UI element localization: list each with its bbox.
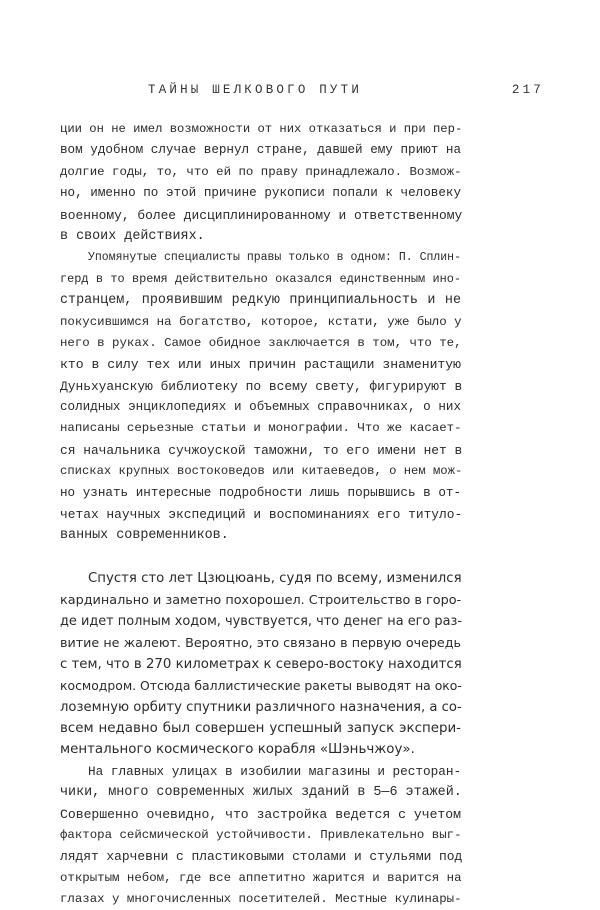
running-title: ТАЙНЫ ШЕЛКОВОГО ПУТИ [148,83,363,97]
text-line: На главных улицах в изобилии магазины и ресторан- [88,763,462,779]
text-line: списках крупных востоковедов или китаеведов, о нем мож- [60,464,463,479]
text-line: Совершенно очевидно, что застройка ведется с учетом [60,806,461,822]
text-line: вом удобном случае вернул стране, давшей ему приют на [60,143,461,158]
paragraph-gap [60,547,461,568]
text-line: долгие годы, то, что ей по праву принадлежало. Возмож- [60,164,462,179]
paragraph [60,761,461,910]
text-line: ции он не имел возможности от них отказаться и при пер- [60,122,463,136]
text-line: с тем, что в 270 километрах к северо-востоку находится [60,656,462,672]
text-line: кто в силу тех или иных причин растащили знаменитую [60,357,461,373]
text-line: лядят харчевни с пластиковыми столами и стульями под [60,849,463,865]
text-line: фактора сейсмической устойчивости. Привлекательно выг- [60,827,462,842]
text-line: чики, много современных жилых зданий в 5—6 этажей. [60,785,462,801]
text-line: четах научных экспедиций и воспоминаниях его титуло- [60,507,463,523]
text-line: кардинально и заметно похорошел. Строительство в горо- [60,592,462,608]
text-line: странцем, проявившим редкую принципиальность и не [60,293,461,309]
text-line: витие не жалеют. Вероятно, это связано в первую очередь [60,635,461,651]
text-line: герд в то время действительно оказался единственным ино- [60,271,461,286]
paragraph [60,247,461,546]
text-line: глазах у многочисленных посетителей. Местные кулинары- [60,892,462,907]
text-line: ментального космического корабля «Шэньчжоу». [60,742,415,758]
text-line: военному, более дисциплинированному и ответственному [60,207,463,223]
text-line: в своих действиях. [60,228,205,244]
text-line: него в руках. Самое обидное заключается в том, что те, [60,335,462,350]
text-line: но, именно по этой причине рукописи попали к человеку [60,186,461,201]
text-line: Дуньхуанскую библиотеку по всему свету, фигурируют в [60,378,463,394]
text-line: покусившимся на богатство, которое, кстати, уже было у [60,314,462,329]
text-line: открытым небом, где все аппетитно жарится и варится на [60,870,462,885]
text-line: но узнать интересные подробности лишь порывшись в от- [60,485,461,500]
text-line: ванных современников. [60,528,229,544]
text-line: Спустя сто лет Цзюцюань, судя по всему, изменился [88,571,462,587]
text-line: лоземную орбиту спутники различного назначения, а со- [60,699,462,715]
text-line: космодром. Отсюда баллистические ракеты выводят на око- [60,678,462,694]
text-line: Упомянутые специалисты правы только в одном: П. Сплин- [88,251,461,265]
paragraph [60,568,461,761]
paragraph [60,119,461,247]
body-text [60,119,461,910]
text-line: написаны серьезные статьи и монографии. Что же касает- [60,421,462,436]
text-line: всем недавно был совершен успешный запуск экспери- [60,720,461,736]
page-number: 217 [511,83,544,97]
text-line: солидных энциклопедиях и объемных справочниках, о них [60,400,461,415]
text-line: де идет полным ходом, чувствуется, что денег на его раз- [60,613,463,629]
text-line: ся начальника сучжоуской таможни, то его имени нет в [60,442,463,458]
